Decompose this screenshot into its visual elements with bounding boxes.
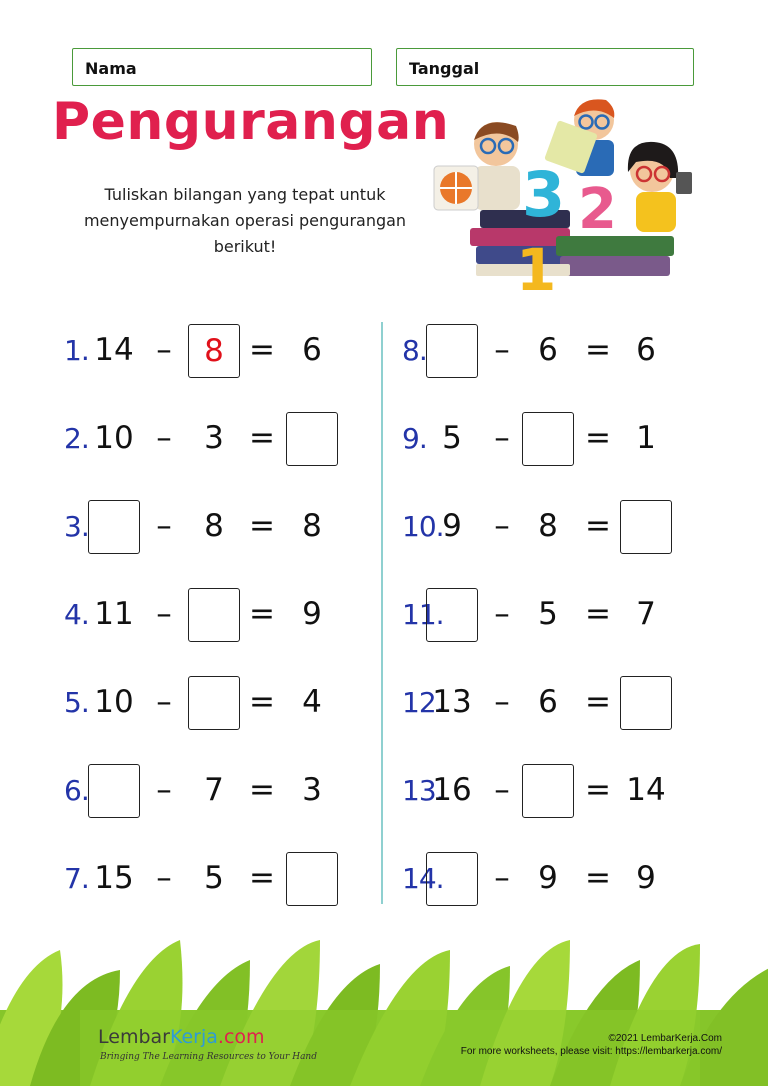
minus-sign: – — [494, 508, 510, 544]
operand-c: 6 — [302, 332, 322, 368]
brand-tagline: Bringing The Learning Resources to Your Hand — [100, 1052, 317, 1062]
operand-b: 8 — [204, 508, 224, 544]
operand-b: 9 — [538, 860, 558, 896]
operand-b: 7 — [204, 772, 224, 808]
answer-box[interactable] — [426, 588, 478, 642]
equals-sign: = — [249, 420, 275, 456]
operand-a: 10 — [94, 420, 134, 456]
problem-number: 8. — [402, 334, 427, 367]
operand-c: 14 — [626, 772, 666, 808]
operand-b: 3 — [204, 420, 224, 456]
equals-sign: = — [585, 332, 611, 368]
problem-number: 12. — [402, 686, 444, 719]
problem-row — [0, 324, 768, 380]
numeral-two: 2 — [578, 177, 617, 242]
equals-sign: = — [249, 772, 275, 808]
operand-c: 7 — [636, 596, 656, 632]
operand-a: 11 — [94, 596, 134, 632]
operand-c: 9 — [636, 860, 656, 896]
problem-row — [0, 852, 768, 908]
operand-a: 9 — [442, 508, 462, 544]
operand-a: 16 — [432, 772, 472, 808]
operand-b: 5 — [538, 596, 558, 632]
brand-part-1: Lembar — [98, 1026, 170, 1048]
equals-sign: = — [585, 860, 611, 896]
operand-a: 13 — [432, 684, 472, 720]
operand-c: 8 — [302, 508, 322, 544]
minus-sign: – — [156, 684, 172, 720]
problem-number: 2. — [64, 422, 89, 455]
problem-number: 10. — [402, 510, 444, 543]
operand-b: 6 — [538, 684, 558, 720]
operand-c: 4 — [302, 684, 322, 720]
more-worksheets-link[interactable]: For more worksheets, please visit: https://lembarkerja.com/ — [460, 1046, 722, 1057]
name-field[interactable] — [72, 48, 372, 86]
problem-number: 11. — [402, 598, 444, 631]
answer-box[interactable] — [620, 676, 672, 730]
problem-row — [0, 500, 768, 556]
problem-row — [0, 412, 768, 468]
brand-part-2: Kerja — [169, 1026, 218, 1048]
brand-logo — [98, 1026, 265, 1048]
answer-box[interactable] — [620, 500, 672, 554]
minus-sign: – — [156, 772, 172, 808]
minus-sign: – — [156, 508, 172, 544]
operand-b: 5 — [204, 860, 224, 896]
problem-number: 7. — [64, 862, 89, 895]
numeral-three: 3 — [522, 158, 566, 231]
problem-number: 5. — [64, 686, 89, 719]
date-label: Tanggal — [409, 59, 480, 78]
problem-row — [0, 676, 768, 732]
problem-row — [0, 764, 768, 820]
operand-c: 9 — [302, 596, 322, 632]
grass-decoration — [0, 940, 768, 1086]
equals-sign: = — [585, 420, 611, 456]
answer-box[interactable] — [522, 412, 574, 466]
minus-sign: – — [156, 860, 172, 896]
operand-c: 1 — [636, 420, 656, 456]
problem-number: 3. — [64, 510, 89, 543]
equals-sign: = — [585, 508, 611, 544]
brand-part-3: .com — [217, 1026, 265, 1048]
equals-sign: = — [585, 684, 611, 720]
minus-sign: – — [494, 772, 510, 808]
operand-b: 6 — [538, 332, 558, 368]
minus-sign: – — [156, 332, 172, 368]
equals-sign: = — [249, 508, 275, 544]
equals-sign: = — [249, 860, 275, 896]
minus-sign: – — [494, 332, 510, 368]
equals-sign: = — [585, 772, 611, 808]
operand-c: 3 — [302, 772, 322, 808]
copyright-text: ©2021 LembarKerja.Com — [608, 1033, 722, 1044]
problem-row — [0, 588, 768, 644]
problem-number: 6. — [64, 774, 89, 807]
answer-box[interactable] — [522, 764, 574, 818]
instruction-text: Tuliskan bilangan yang tepat untuk menyempurnakan operasi pengurangan berikut! — [83, 185, 407, 256]
footer-copyright — [461, 1032, 722, 1058]
operand-a: 5 — [442, 420, 462, 456]
minus-sign: – — [494, 860, 510, 896]
date-field[interactable] — [396, 48, 694, 86]
equals-sign: = — [249, 596, 275, 632]
minus-sign: – — [494, 420, 510, 456]
minus-sign: – — [156, 420, 172, 456]
operand-a: 10 — [94, 684, 134, 720]
numeral-one: 1 — [516, 236, 557, 296]
answer-box[interactable] — [426, 324, 478, 378]
equals-sign: = — [249, 332, 275, 368]
kids-books-illustration — [430, 96, 710, 296]
operand-c: 6 — [636, 332, 656, 368]
answer-box[interactable] — [426, 852, 478, 906]
page-title: Pengurangan — [52, 92, 450, 152]
problem-number: 4. — [64, 598, 89, 631]
answer-box[interactable]: 8 — [188, 324, 240, 378]
operand-a: 14 — [94, 332, 134, 368]
equals-sign: = — [249, 684, 275, 720]
problem-number: 14. — [402, 862, 444, 895]
minus-sign: – — [494, 684, 510, 720]
operand-b: 8 — [538, 508, 558, 544]
minus-sign: – — [494, 596, 510, 632]
problem-number: 13. — [402, 774, 444, 807]
problem-number: 9. — [402, 422, 427, 455]
problem-number: 1. — [64, 334, 89, 367]
minus-sign: – — [156, 596, 172, 632]
equals-sign: = — [585, 596, 611, 632]
name-label: Nama — [85, 59, 137, 78]
operand-a: 15 — [94, 860, 134, 896]
